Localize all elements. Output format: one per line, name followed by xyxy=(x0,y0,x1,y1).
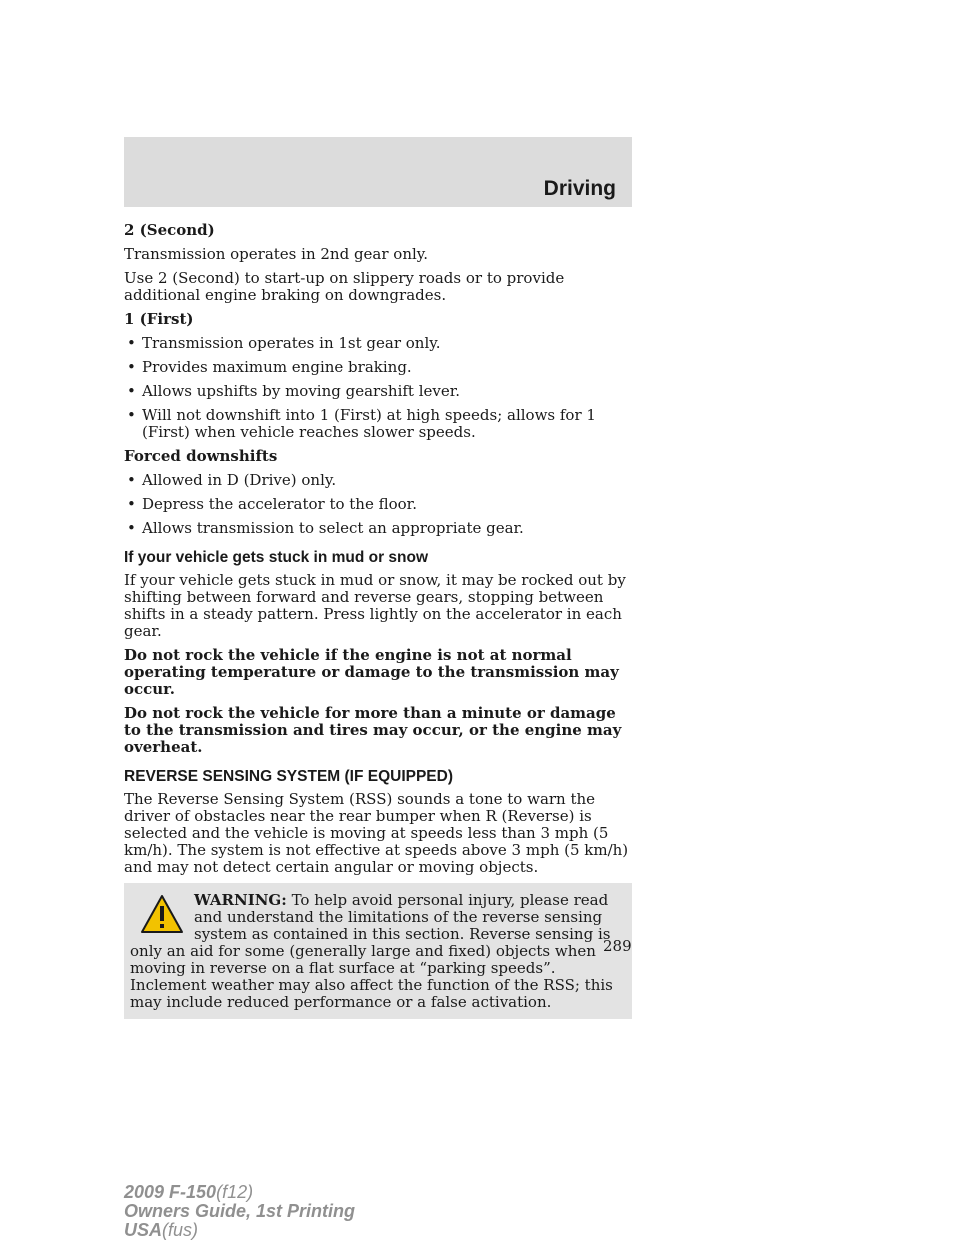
heading-second: 2 (Second) xyxy=(124,221,215,239)
footer-line xyxy=(124,1183,355,1202)
list-item: • Will not downshift into 1 (First) at high speeds; allows for 1 (First) when vehicle reaches slower speeds. xyxy=(124,407,632,441)
footer-line xyxy=(124,1221,355,1240)
first-gear-list xyxy=(124,335,632,441)
footer xyxy=(124,1183,355,1240)
warning-triangle-icon xyxy=(140,894,184,934)
list-item: • Transmission operates in 1st gear only. xyxy=(124,335,632,352)
footer-model: 2009 F-150 xyxy=(124,1182,217,1202)
list-item: • Allowed in D (Drive) only. xyxy=(124,472,632,489)
footer-market-code: (fus) xyxy=(162,1220,199,1240)
section-title: Driving xyxy=(543,177,616,200)
heading-stuck: If your vehicle gets stuck in mud or snow xyxy=(124,549,429,566)
list-item: • Provides maximum engine braking. xyxy=(124,359,632,376)
list-item: • Allows transmission to select an appropriate gear. xyxy=(124,520,632,537)
header-band xyxy=(124,137,632,207)
footer-edition: Owners Guide, 1st Printing xyxy=(124,1201,356,1221)
caution-text: Do not rock the vehicle for more than a minute or damage to the transmission and tires may occur, or the engine may overheat. xyxy=(124,704,622,756)
caution-text: Do not rock the vehicle if the engine is not at normal operating temperature or damage to the transmission may occur. xyxy=(124,646,619,698)
warning-box xyxy=(124,883,632,1019)
warning-text: To help avoid personal injury, please read and understand the limitations of the reverse sensing system as contained in this section. Reverse sensing is only an aid for some (generally large and fixed) objects when moving in reverse on a flat surface at “parking speeds”. Inclement weather may also affect the function of the RSS; this may include reduced performance or a false activation. xyxy=(130,891,613,1011)
paragraph: If your vehicle gets stuck in mud or snow, it may be rocked out by shifting between forward and reverse gears, stopping between shifts in a steady pattern. Press lightly on the accelerator in each gear. xyxy=(124,571,626,640)
footer-code: (f12) xyxy=(216,1182,254,1202)
footer-market: USA xyxy=(124,1220,163,1240)
heading-first: 1 (First) xyxy=(124,310,194,328)
heading-forced-downshifts: Forced downshifts xyxy=(124,447,278,465)
forced-downshift-list xyxy=(124,472,632,537)
paragraph: Transmission operates in 2nd gear only. xyxy=(124,245,429,263)
page-content xyxy=(124,222,632,1019)
heading-reverse-sensing: REVERSE SENSING SYSTEM (IF EQUIPPED) xyxy=(124,768,454,785)
list-item: • Allows upshifts by moving gearshift lever. xyxy=(124,383,632,400)
page-number: 289 xyxy=(603,937,632,955)
paragraph: Use 2 (Second) to start-up on slippery roads or to provide additional engine braking on downgrades. xyxy=(124,269,565,304)
paragraph: The Reverse Sensing System (RSS) sounds a tone to warn the driver of obstacles near the rear bumper when R (Reverse) is selected and the vehicle is moving at speeds less than 3 mph (5 km/h). The system is not effective at speeds above 3 mph (5 km/h) and may not detect certain angular or moving objects. xyxy=(124,790,629,876)
list-item: • Depress the accelerator to the floor. xyxy=(124,496,632,513)
warning-label: WARNING: xyxy=(194,891,287,909)
